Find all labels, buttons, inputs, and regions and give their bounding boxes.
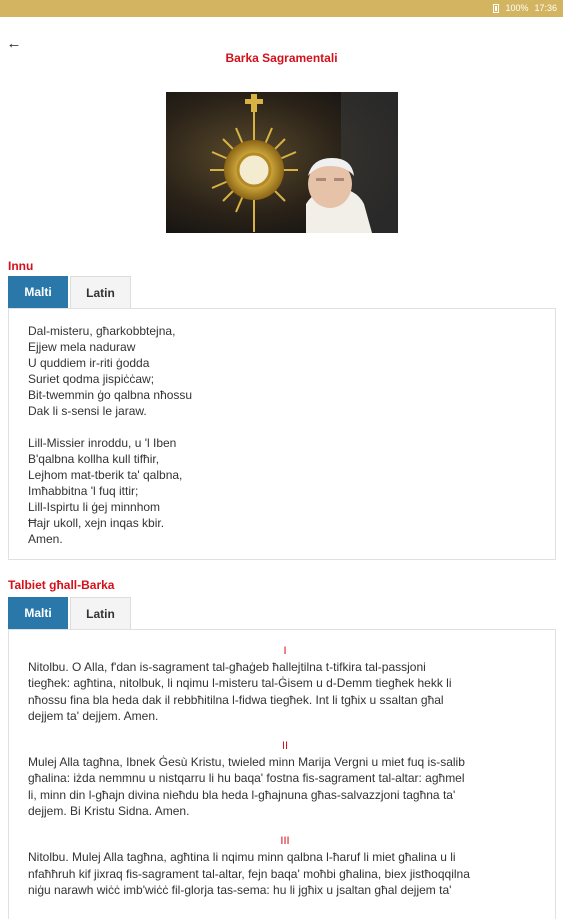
prayer-line: Nitolbu. Mulej Alla tagħna, agħtina li nqimu minn qalbna l-ħaruf li miet għalina u li — [28, 850, 456, 865]
battery-icon — [493, 4, 499, 13]
prayer — [28, 644, 542, 724]
verse-line: Lill-Ispirtu li ġej minnhom — [28, 500, 161, 514]
verse-line: Bit-twemmin ġo qalbna nħossu — [28, 388, 193, 402]
section-title-innu: Innu — [8, 259, 34, 273]
prayer-numeral: III — [280, 835, 290, 848]
back-arrow-icon[interactable]: ← — [6, 35, 22, 52]
prayer-line: Mulej Alla tagħna, Ibnek Ġesù Kristu, twieled minn Marija Vergni u miet fuq is-salib — [28, 755, 465, 770]
verse-line: Dak li s-sensi le jaraw. — [28, 404, 147, 418]
section-title-talbiet: Talbiet għall-Barka — [8, 578, 115, 592]
prayer-numeral: II — [281, 740, 289, 753]
verse-line: Ħajr ukoll, xejn inqas kbir. — [28, 516, 165, 530]
prayer — [28, 834, 542, 898]
innu-tabs — [8, 276, 131, 308]
prayer-line: Nitolbu. O Alla, f'dan is-sagrament tal-għaġeb ħallejtilna t-tifkira tal-passjoni — [28, 660, 426, 674]
verse-line: Lill-Missier inroddu, u 'l Iben — [28, 436, 177, 450]
prayer-line: dejjem ta' dejjem. Amen. — [28, 708, 159, 723]
verse-line: Imħabbitna 'l fuq ittir; — [28, 484, 139, 498]
tab-innu-malti[interactable]: Malti — [8, 276, 68, 308]
talbiet-panel — [8, 629, 556, 919]
tab-innu-latin[interactable]: Latin — [70, 276, 131, 308]
prayer-numeral: I — [283, 645, 287, 657]
page-title: Barka Sagramentali — [225, 51, 338, 65]
battery-level: 100% — [505, 3, 529, 13]
verse-line: Dal-misteru, għarkobbtejna, — [28, 324, 176, 338]
tab-talbiet-latin[interactable]: Latin — [70, 597, 131, 629]
prayer-line: għalina: iżda nemmnu u nistqarru li hu baqa' fostna fis-sagrament tal-altar: agħmel — [28, 771, 465, 786]
verse-line: B'qalbna kollha kull tifħir, — [28, 452, 160, 466]
prayer-line: nħossu fina bla heda dak il rebbħitilna l-fidwa tiegħek. Int li tgħix u ssaltan għal — [28, 692, 444, 707]
prayer-line: dejjem. Bi Kristu Sidna. Amen. — [28, 804, 190, 819]
innu-panel — [8, 308, 556, 560]
talbiet-tabs — [8, 597, 131, 629]
stanza — [28, 435, 555, 547]
prayer — [28, 739, 542, 819]
verse-line: Amen. — [28, 532, 63, 546]
verse-line: Ejjew mela naduraw — [28, 340, 136, 354]
prayer-line: li, minn din l-għajn divina nieħdu bla heda l-għajnuna għas-salvazzjoni tagħna ta' — [28, 787, 456, 802]
prayer-line: niġu narawh wiċċ imb'wiċċ fil-glorja tas-sema: hu li jgħix u jsaltan għal dejjem ta' — [28, 882, 452, 897]
prayer-line: tiegħek: agħtina, nitolbuk, li nqimu l-misteru tal-Ġisem u d-Demm tiegħek hekk li — [28, 676, 452, 691]
tab-talbiet-malti[interactable]: Malti — [8, 597, 68, 629]
clock: 17:36 — [534, 3, 557, 13]
stanza — [28, 323, 555, 419]
status-bar — [0, 0, 563, 17]
header-photo — [166, 92, 398, 233]
verse-line: Lejhom mat-tberik ta' qalbna, — [28, 468, 183, 482]
verse-line: Suriet qodma jispiċċaw; — [28, 372, 155, 386]
verse-line: U quddiem ir-riti ġodda — [28, 356, 150, 370]
prayer-line: nfaħħruh kif jixraq fis-sagrament tal-altar, fejn baqa' moħbi għalina, biex jistħoqqilna — [28, 866, 470, 881]
